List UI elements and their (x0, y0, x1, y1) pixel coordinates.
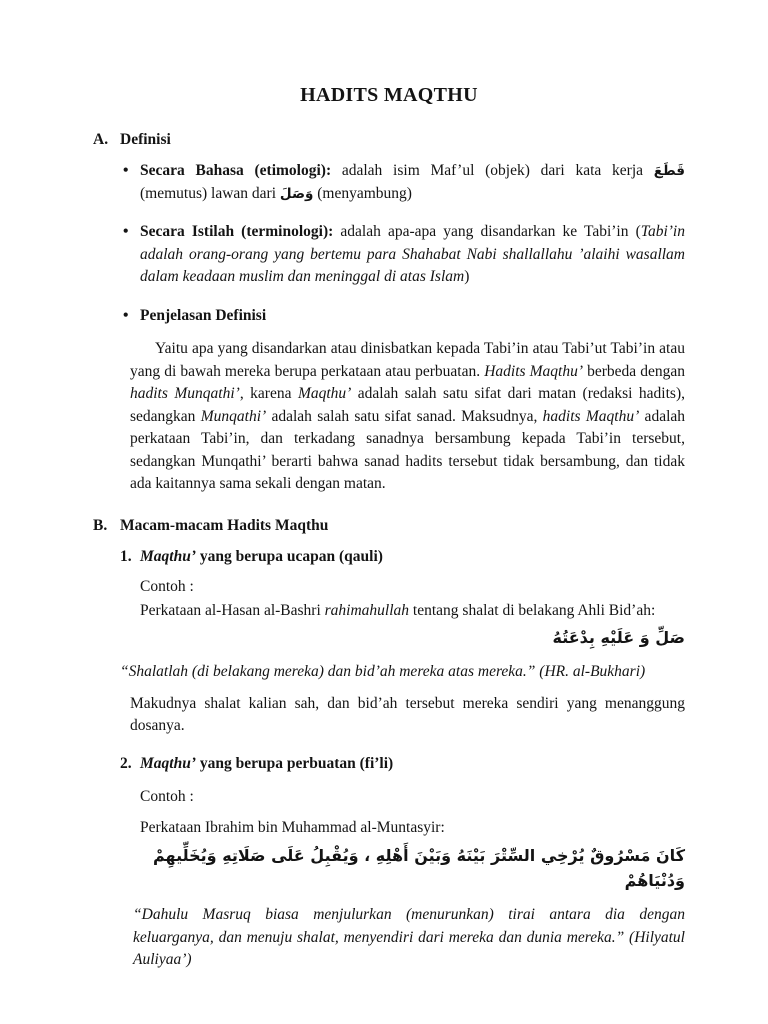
secara-bahasa-text-3: (menyambung) (313, 184, 412, 202)
page-title: HADITS MAQTHU (300, 84, 478, 106)
penjelasan-definisi-lead: Penjelasan Definisi (140, 306, 267, 324)
paragraph-text-3: , karena (239, 385, 298, 403)
qauli-intro-text-2: tentang shalat di belakang Ahli Bid’ah: (409, 601, 656, 619)
item-fili (120, 753, 685, 775)
item-qauli-title (120, 546, 685, 568)
paragraph-italic-5: hadits Maqthu’ (542, 407, 640, 425)
paragraph-italic-3: Maqthu’ (297, 385, 352, 403)
secara-bahasa-text-1: adalah isim Maf’ul (objek) dari kata kerja (331, 162, 654, 180)
secara-bahasa-lead: Secara Bahasa (etimologi): (140, 162, 332, 180)
paragraph-italic-4: Munqathi’ (200, 407, 267, 425)
paragraph-text-5: adalah salah satu sifat sanad. Maksudnya, (266, 407, 543, 425)
definisi-list (93, 160, 685, 327)
qauli-intro-italic: rahimahullah (324, 601, 410, 619)
section-b-heading (93, 515, 685, 537)
paragraph-italic-1: Hadits Maqthu’ (484, 362, 584, 380)
item-fili-number: 2. (120, 755, 132, 773)
section-a-heading (93, 129, 685, 151)
item-qauli-title-rest: yang berupa ucapan (qauli) (196, 548, 383, 566)
qauli-intro-text-1: Perkataan al-Hasan al-Bashri (140, 601, 325, 619)
secara-istilah-text-1: adalah apa-apa yang disandarkan ke Tabi’in ( (333, 223, 641, 241)
arabic-word-washala: وَصَلَ (279, 185, 314, 202)
secara-istilah-italic: Tabi’in adalah orang-orang yang bertemu para Shahabat Nabi shallallahu ’alaihi wasallam dalam keadaan muslim dan meninggal di atas Islam (140, 223, 685, 286)
item-qauli-number: 1. (120, 548, 132, 566)
paragraph-text-1: Yaitu apa yang disandarkan atau dinisbatkan kepada Tabi’in atau Tabi’ut Tabi’in atau yang di bawah mereka berupa perkataan atau perbuatan. (130, 340, 685, 380)
item-fili-title-italic: Maqthu’ (140, 755, 196, 773)
contoh-label-1: Contoh : (140, 577, 194, 595)
arabic-word-qatha: قَطَعَ (653, 163, 685, 180)
paragraph-italic-2: hadits Munqathi’ (130, 385, 240, 403)
bullet-secara-bahasa (123, 160, 685, 205)
translation-quote-1: “Shalatlah (di belakang mereka) dan bid’ah mereka atas mereka.” (HR. al-Bukhari) (120, 663, 646, 681)
secara-istilah-lead: Secara Istilah (terminologi): (140, 223, 334, 241)
item-qauli (120, 546, 685, 568)
item-fili-title (120, 753, 685, 775)
secara-istilah-text-2: ) (464, 268, 470, 286)
paragraph-text-4: adalah salah satu sifat dari matan (redaksi hadits), sedangkan (130, 385, 685, 425)
arabic-quote-2: كَانَ مَسْرُوقٌ يُرْخِي السِّتْرَ بَيْنَهُ وَبَيْنَ أَهْلِهِ ، وَيُقْبِلُ عَلَى صَلَاتِهِ وَيُخَلِّيهِمْ وَدُنْيَاهُمْ (152, 845, 685, 891)
translation-quote-2: “Dahulu Masruq biasa menjulurkan (menurunkan) tirai antara dia dengan keluarganya, dan menuju shalat, menyendiri dari mereka dan dunia mereka.” (Hilyatul Auliyaa’) (133, 906, 685, 968)
fili-intro: Perkataan Ibrahim bin Muhammad al-Muntasyir: (140, 819, 445, 837)
contoh-label-2: Contoh : (140, 787, 194, 805)
section-a-label: A. (93, 131, 109, 148)
section-a-heading-text: Definisi (120, 131, 171, 148)
arabic-quote-1: صَلِّ وَ عَلَيْهِ بِدْعَتُهُ (552, 628, 685, 648)
paragraph-text-6: adalah perkataan Tabi’in, dan terkadang sanadnya bersambung kepada Tabi’in tersebut, sedangkan Munqathi’ berarti bahwa sanad hadits tersebut tidak bersambung, dan tidak ada kaitannya sama sekali dengan matan. (130, 407, 686, 493)
qauli-intro (140, 600, 685, 622)
qauli-note: Makudnya shalat kalian sah, dan bid’ah tersebut mereka sendiri yang menanggung dosanya. (130, 694, 685, 734)
section-b-heading-text: Macam-macam Hadits Maqthu (120, 516, 329, 534)
item-qauli-title-italic: Maqthu’ (140, 548, 196, 566)
penjelasan-paragraph (130, 338, 685, 495)
bullet-penjelasan-definisi (123, 305, 685, 327)
bullet-secara-istilah (123, 221, 685, 288)
paragraph-text-2: berbeda dengan (583, 362, 686, 380)
item-fili-title-rest: yang berupa perbuatan (fi’li) (196, 755, 394, 773)
secara-bahasa-text-2: (memutus) lawan dari (140, 184, 280, 202)
section-b-label: B. (93, 516, 108, 534)
